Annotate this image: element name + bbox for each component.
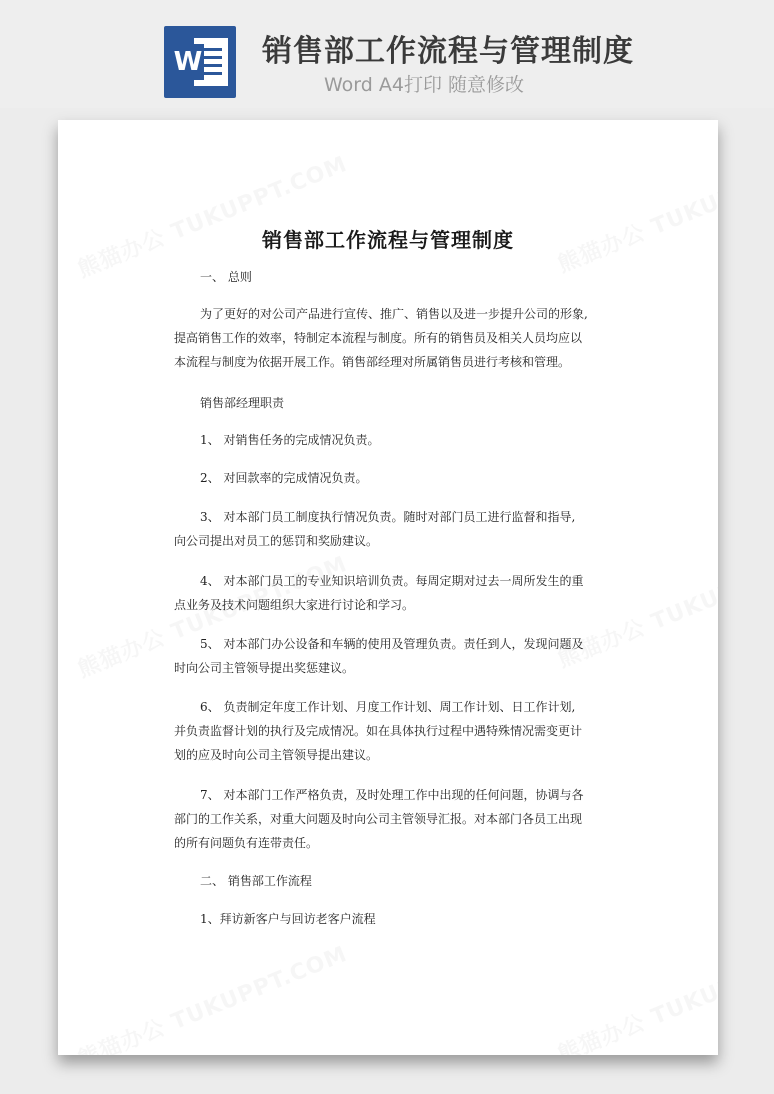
duty-item-continued: 点业务及技术问题组织大家进行讨论和学习。 <box>174 598 415 612</box>
document-title: 销售部工作流程与管理制度 <box>262 228 514 252</box>
watermark <box>553 142 718 279</box>
duty-item-continued: 划的应及时向公司主管领导提出建议。 <box>174 748 379 762</box>
subsection-heading: 1、拜访新客户与回访老客户流程 <box>200 912 376 926</box>
paragraph-line: 为了更好的对公司产品进行宣传、推广、销售以及进一步提升公司的形象, <box>200 307 588 321</box>
duty-item: 7、 对本部门工作严格负责，及时处理工作中出现的任何问题，协调与各 <box>200 788 584 802</box>
duty-item: 3、 对本部门员工制度执行情况负责。随时对部门员工进行监督和指导, <box>200 510 576 524</box>
duty-item-continued: 时向公司主管领导提出奖惩建议。 <box>174 661 355 675</box>
watermark <box>73 937 352 1055</box>
paragraph-line: 本流程与制度为依据开展工作。销售部经理对所属销售员进行考核和管理。 <box>174 355 571 369</box>
duty-item-continued: 并负责监督计划的执行及完成情况。如在具体执行过程中遇特殊情况需变更计 <box>174 724 583 738</box>
banner-subtitle: Word A4打印 随意修改 <box>324 74 525 96</box>
section-heading: 一、 总则 <box>200 270 252 284</box>
duty-item: 2、 对回款率的完成情况负责。 <box>200 471 368 485</box>
duty-item: 5、 对本部门办公设备和车辆的使用及管理负责。责任到人，发现问题及 <box>200 637 584 651</box>
banner-title: 销售部工作流程与管理制度 <box>262 34 634 69</box>
duty-item-continued: 部门的工作关系，对重大问题及时向公司主管领导汇报。对本部门各员工出现 <box>174 812 583 826</box>
duty-item: 6、 负责制定年度工作计划、月度工作计划、周工作计划、日工作计划, <box>200 700 576 714</box>
word-document-icon <box>164 26 236 98</box>
duties-heading: 销售部经理职责 <box>200 396 285 410</box>
word-letter-icon: W <box>172 44 204 80</box>
header-banner <box>0 0 774 108</box>
document-page <box>58 120 718 1055</box>
section-heading: 二、 销售部工作流程 <box>200 874 312 888</box>
watermark <box>73 147 352 284</box>
duty-item-continued: 的所有问题负有连带责任。 <box>174 836 319 850</box>
paragraph-line: 提高销售工作的效率，特制定本流程与制度。所有的销售员及相关人员均应以 <box>174 331 583 345</box>
duty-item: 4、 对本部门员工的专业知识培训负责。每周定期对过去一周所发生的重 <box>200 574 584 588</box>
duty-item: 1、 对销售任务的完成情况负责。 <box>200 433 380 447</box>
duty-item-continued: 向公司提出对员工的惩罚和奖励建议。 <box>174 534 379 548</box>
watermark <box>553 932 718 1055</box>
